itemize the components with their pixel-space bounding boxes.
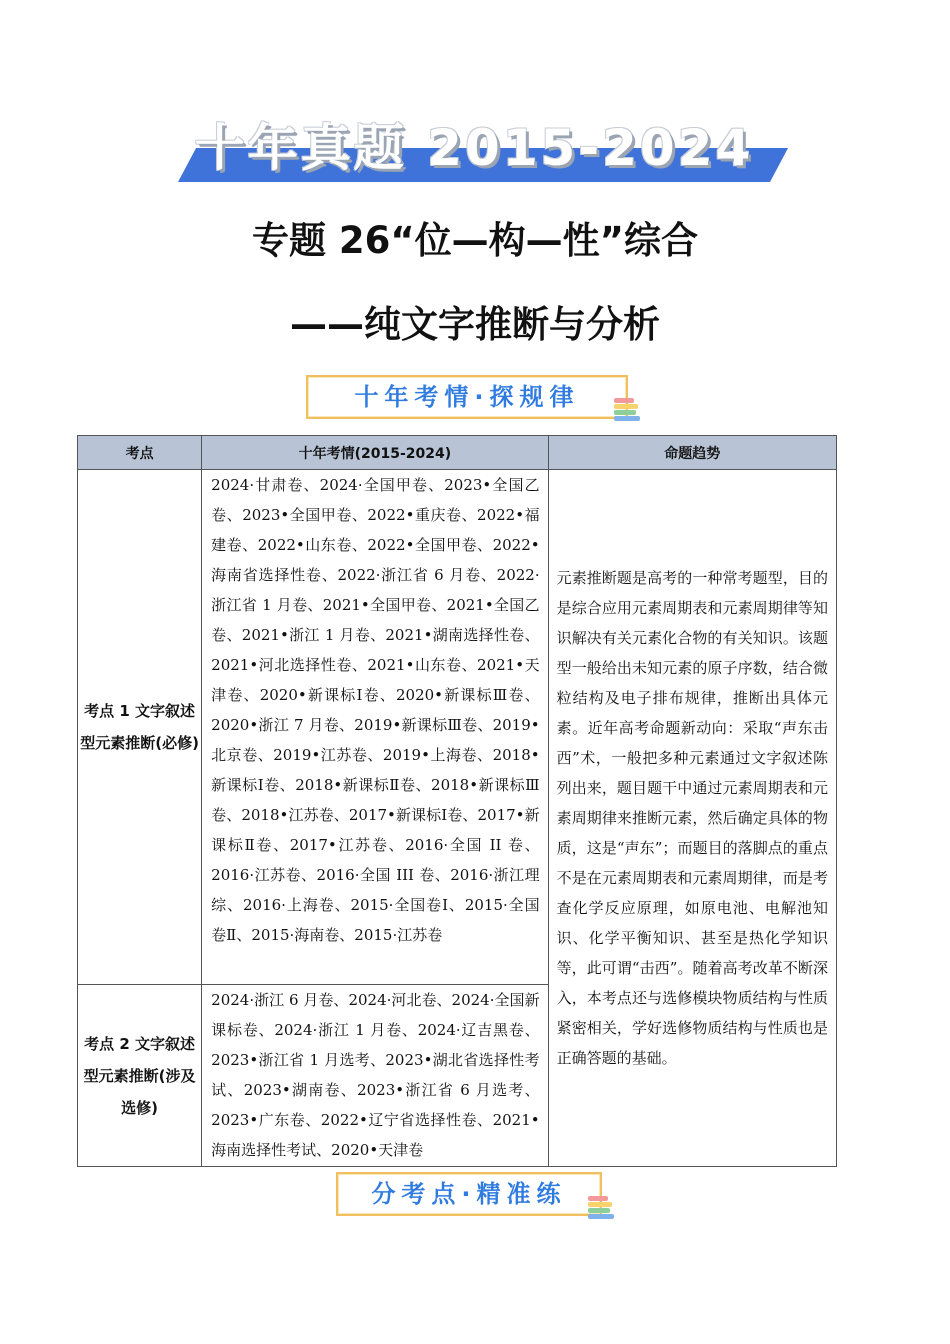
- history-cell: [202, 985, 548, 1167]
- top-banner: [178, 112, 770, 186]
- header-history: 十年考情(2015-2024): [202, 436, 548, 470]
- table-header-row: [78, 436, 837, 470]
- section-label-trends-text: 十年考情·探规律: [354, 383, 580, 411]
- topic-label: 考点 2 文字叙述型元素推断(涉及选修): [83, 1034, 196, 1117]
- trend-cell: [548, 470, 836, 1167]
- banner-title: 十年真题 2015-2024: [194, 119, 754, 177]
- history-text: 2024·甘肃卷、2024·全国甲卷、2023•全国乙卷、2023•全国甲卷、2022•重庆卷、2022•福建卷、2022•山东卷、2022•全国甲卷、2022•海南省选择性卷、2022·浙江省 6 月卷、2022·浙江省 1 月卷、2021•全国甲卷、2021•全国乙卷、2021•浙江 1 月卷、2021•湖南选择性卷、2021•河北选择性卷、2021•山东卷、2021•天津卷、2020•新课标Ⅰ卷、2020•新课标Ⅲ卷、2020•浙江 7 月卷、2019•新课标Ⅲ卷、2019•北京卷、2019•江苏卷、2019•上海卷、2018•新课标Ⅰ卷、2018•新课标Ⅱ卷、2018•新课标Ⅲ卷、2018•江苏卷、2017•新课标Ⅰ卷、2017•新课标Ⅱ卷、2017•江苏卷、2016·全国 II 卷、2016·江苏卷、2016·全国 III 卷、2016·浙江理综、2016·上海卷、2015·全国卷Ⅰ、2015·全国卷Ⅱ、2015·海南卷、2015·江苏卷: [211, 476, 540, 944]
- section-label-trends: [306, 375, 628, 419]
- topic-cell: [78, 470, 202, 985]
- history-text: 2024·浙江 6 月卷、2024·河北卷、2024·全国新课标卷、2024·浙江 1 月卷、2024·辽吉黑卷、2023•浙江省 1 月选考、2023•湖北省选择性考试、2023•湖南卷、2023•浙江省 6 月选考、2023•广东卷、2022•辽宁省选择性卷、2021•海南选择性考试、2020•天津卷: [211, 991, 540, 1159]
- topic-title: 专题 26“位—构—性”综合: [251, 219, 698, 262]
- header-trend: 命题趋势: [548, 436, 836, 470]
- books-icon: [614, 398, 640, 420]
- history-cell: [202, 470, 548, 985]
- topic-label: 考点 1 文字叙述型元素推断(必修): [80, 702, 199, 752]
- header-topic: 考点: [78, 436, 202, 470]
- books-icon: [588, 1196, 614, 1218]
- exam-table: [77, 435, 837, 1167]
- section-label-practice-text: 分考点·精准练: [371, 1180, 567, 1208]
- topic-cell: [78, 985, 202, 1167]
- topic-subtitle: ——纯文字推断与分析: [290, 303, 660, 346]
- table-row: [78, 470, 837, 985]
- trend-text: 元素推断题是高考的一种常考题型，目的是综合应用元素周期表和元素周期律等知识解决有关元素化合物的有关知识。该题型一般给出未知元素的原子序数，结合微粒结构及电子排布规律，推断出具体元素。近年高考命题新动向：采取“声东击西”术，一般把多种元素通过文字叙述陈列出来，题目题干中通过元素周期表和元素周期律来推断元素，然后确定具体的物质，这是“声东”；而题目的落脚点的重点不是在元素周期表和元素周期律，而是考查化学反应原理，如原电池、电解池知识、化学平衡知识、甚至是热化学知识等，此可谓“击西”。随着高考改革不断深入，本考点还与选修模块物质结构与性质紧密相关，学好选修物质结构与性质也是正确答题的基础。: [556, 569, 828, 1067]
- section-label-practice: [336, 1172, 602, 1216]
